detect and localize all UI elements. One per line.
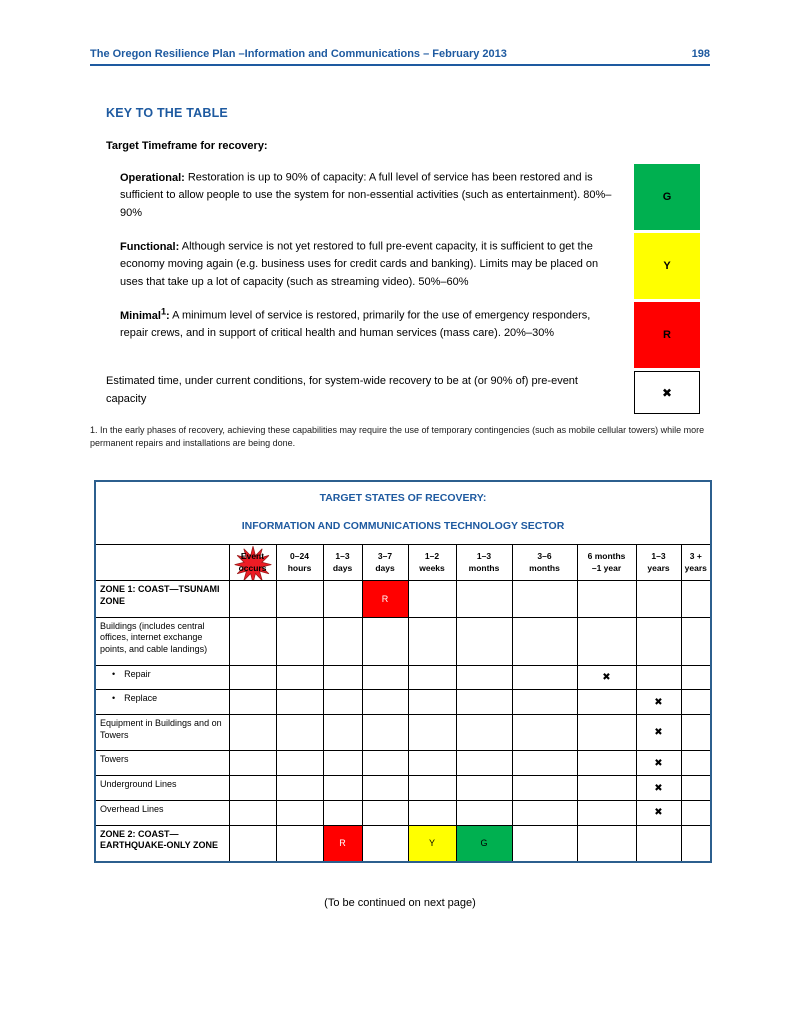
row-label: Underground Lines bbox=[95, 776, 229, 801]
row-label: ZONE 2: COAST—EARTHQUAKE-ONLY ZONE bbox=[95, 825, 229, 862]
empty-cell bbox=[408, 715, 456, 751]
row-label: Overhead Lines bbox=[95, 800, 229, 825]
empty-cell bbox=[577, 776, 636, 801]
empty-cell bbox=[229, 751, 276, 776]
empty-cell bbox=[512, 825, 577, 862]
table-row bbox=[95, 825, 711, 862]
empty-cell bbox=[681, 800, 711, 825]
empty-cell bbox=[512, 617, 577, 665]
empty-cell bbox=[456, 776, 512, 801]
header-title: The Oregon Resilience Plan –Information and Communications – February 2013 bbox=[90, 48, 507, 60]
empty-cell bbox=[276, 751, 323, 776]
corner-cell bbox=[95, 545, 229, 581]
key-body-estimated: Estimated time, under current conditions, for system-wide recovery to be at (or 90% of) pre-event capacity bbox=[106, 375, 578, 405]
empty-cell bbox=[577, 690, 636, 715]
row-label-text: Repair bbox=[124, 668, 151, 679]
column-header-label: 1–3 bbox=[476, 551, 492, 562]
empty-cell bbox=[681, 751, 711, 776]
empty-cell bbox=[276, 690, 323, 715]
empty-cell bbox=[276, 825, 323, 862]
key-entry-minimal bbox=[106, 302, 624, 368]
key-entry-operational bbox=[106, 164, 624, 230]
legend-box-white bbox=[634, 371, 700, 414]
table-row bbox=[95, 617, 711, 665]
empty-cell bbox=[577, 581, 636, 617]
key-heading: KEY TO THE TABLE bbox=[106, 106, 228, 120]
column-header-label: weeks bbox=[419, 562, 445, 573]
timeframe-x-cell: ✖ bbox=[577, 665, 636, 690]
empty-cell bbox=[408, 665, 456, 690]
empty-cell bbox=[681, 776, 711, 801]
empty-cell bbox=[577, 751, 636, 776]
table-row bbox=[95, 800, 711, 825]
table-row bbox=[95, 690, 711, 715]
column-header bbox=[512, 545, 577, 581]
empty-cell bbox=[323, 581, 362, 617]
key-term-operational: Operational: bbox=[120, 171, 185, 184]
table-row bbox=[95, 776, 711, 801]
table-title-row bbox=[95, 481, 711, 545]
column-header-label: years bbox=[684, 562, 707, 573]
timeframe-x-cell: ✖ bbox=[636, 715, 681, 751]
column-header-label: 1–2 bbox=[424, 551, 440, 562]
key-body-operational: Restoration is up to 90% of capacity: A full level of service has been restored and is sufficient to allow people to use the system for non-essential activities (such as entertainment). 80%–90% bbox=[120, 171, 612, 219]
empty-cell bbox=[323, 715, 362, 751]
empty-cell bbox=[408, 751, 456, 776]
bullet-icon: • bbox=[112, 693, 116, 704]
empty-cell bbox=[276, 715, 323, 751]
empty-cell bbox=[229, 665, 276, 690]
empty-cell bbox=[512, 715, 577, 751]
empty-cell bbox=[512, 776, 577, 801]
column-header bbox=[456, 545, 512, 581]
key-body-minimal: A minimum level of service is restored, primarily for the use of emergency responders, repair crews, and in support of critical health and human services (mass care). 20%–30% bbox=[120, 309, 591, 340]
table-row bbox=[95, 715, 711, 751]
empty-cell bbox=[323, 800, 362, 825]
row-label: Equipment in Buildings and on Towers bbox=[95, 715, 229, 751]
empty-cell bbox=[362, 776, 408, 801]
empty-cell bbox=[229, 581, 276, 617]
table-section bbox=[94, 480, 710, 863]
empty-cell bbox=[512, 690, 577, 715]
empty-cell bbox=[681, 715, 711, 751]
key-term-functional: Functional: bbox=[120, 240, 180, 253]
continuation-note: (To be continued on next page) bbox=[324, 896, 476, 909]
empty-cell bbox=[681, 617, 711, 665]
status-cell-G: G bbox=[456, 825, 512, 862]
column-header bbox=[577, 545, 636, 581]
row-label bbox=[95, 665, 229, 690]
empty-cell bbox=[408, 581, 456, 617]
empty-cell bbox=[636, 665, 681, 690]
empty-cell bbox=[512, 800, 577, 825]
empty-cell bbox=[512, 581, 577, 617]
empty-cell bbox=[577, 825, 636, 862]
empty-cell bbox=[456, 665, 512, 690]
column-header-label: 1–3 bbox=[335, 551, 350, 562]
empty-cell bbox=[229, 776, 276, 801]
row-label bbox=[95, 690, 229, 715]
empty-cell bbox=[681, 825, 711, 862]
empty-cell bbox=[636, 617, 681, 665]
status-cell-Y: Y bbox=[408, 825, 456, 862]
key-term-minimal: Minimal$^1$: bbox=[120, 306, 170, 322]
table-subtitle: INFORMATION AND COMMUNICATIONS TECHNOLOGY SECTOR bbox=[241, 520, 565, 533]
empty-cell bbox=[456, 690, 512, 715]
recovery-table bbox=[94, 480, 712, 863]
empty-cell bbox=[408, 617, 456, 665]
column-header bbox=[408, 545, 456, 581]
row-label: Buildings (includes central offices, internet exchange points, and cable landings) bbox=[95, 617, 229, 665]
empty-cell bbox=[323, 690, 362, 715]
empty-cell bbox=[577, 617, 636, 665]
empty-cell bbox=[323, 776, 362, 801]
empty-cell bbox=[229, 617, 276, 665]
status-cell-R: R bbox=[362, 581, 408, 617]
column-header-label: days bbox=[332, 562, 353, 573]
empty-cell bbox=[456, 751, 512, 776]
empty-cell bbox=[681, 665, 711, 690]
column-header bbox=[323, 545, 362, 581]
empty-cell bbox=[512, 665, 577, 690]
footnote: 1. In the early phases of recovery, achieving these capabilities may require the use of temporary contingencies (such as mobile cellular towers) while more permanent repairs and installations are being done. bbox=[90, 425, 705, 449]
table-row bbox=[95, 581, 711, 617]
status-cell-R: R bbox=[323, 825, 362, 862]
table-row bbox=[95, 751, 711, 776]
table-header-row bbox=[95, 545, 711, 581]
table-row bbox=[95, 665, 711, 690]
column-header-label: days bbox=[375, 562, 395, 573]
empty-cell bbox=[456, 800, 512, 825]
row-label: Towers bbox=[95, 751, 229, 776]
column-header-label: 0–24 bbox=[290, 551, 309, 562]
empty-cell bbox=[323, 617, 362, 665]
legend-box-yellow bbox=[634, 233, 700, 299]
empty-cell bbox=[276, 617, 323, 665]
key-body-functional: Although service is not yet restored to full pre-event capacity, it is sufficient to get the economy moving again (e.g. business uses for credit cards and banking). Limits may be placed on uses that take up a lot of capacity (such as streaming video). 50%–60% bbox=[120, 240, 599, 288]
legend-letter-g: G bbox=[662, 191, 672, 203]
column-header bbox=[229, 545, 276, 581]
row-label: ZONE 1: COAST—TSUNAMI ZONE bbox=[95, 581, 229, 617]
empty-cell bbox=[577, 715, 636, 751]
column-header-label: months bbox=[529, 562, 560, 573]
key-entry-estimated bbox=[106, 371, 624, 414]
empty-cell bbox=[229, 800, 276, 825]
table-title: TARGET STATES OF RECOVERY: bbox=[319, 492, 487, 505]
empty-cell bbox=[323, 665, 362, 690]
key-subheading: Target Timeframe for recovery: bbox=[106, 140, 268, 152]
empty-cell bbox=[276, 581, 323, 617]
empty-cell bbox=[456, 617, 512, 665]
legend-box-red bbox=[634, 302, 700, 368]
timeframe-x-cell: ✖ bbox=[636, 690, 681, 715]
bullet-icon: • bbox=[112, 668, 116, 679]
empty-cell bbox=[362, 825, 408, 862]
column-header-label: occurs bbox=[238, 562, 267, 573]
key-entry-functional bbox=[106, 233, 624, 299]
column-header-label: 3–7 bbox=[377, 551, 393, 562]
empty-cell bbox=[408, 690, 456, 715]
column-header-label: months bbox=[468, 562, 500, 573]
empty-cell bbox=[362, 690, 408, 715]
empty-cell bbox=[276, 665, 323, 690]
empty-cell bbox=[323, 751, 362, 776]
empty-cell bbox=[362, 800, 408, 825]
column-header bbox=[362, 545, 408, 581]
empty-cell bbox=[681, 581, 711, 617]
empty-cell bbox=[456, 581, 512, 617]
column-header-label: 1–3 bbox=[651, 551, 666, 562]
legend-letter-y: Y bbox=[663, 260, 671, 272]
column-header bbox=[681, 545, 711, 581]
empty-cell bbox=[229, 825, 276, 862]
column-header-label: years bbox=[647, 562, 670, 573]
column-header-label: 6 months bbox=[587, 551, 626, 562]
empty-cell bbox=[681, 690, 711, 715]
empty-cell bbox=[636, 581, 681, 617]
empty-cell bbox=[456, 715, 512, 751]
legend-x-mark: ✖ bbox=[661, 385, 673, 400]
header-page-number: 198 bbox=[691, 48, 710, 60]
timeframe-x-cell: ✖ bbox=[636, 776, 681, 801]
legend-letter-r: R bbox=[663, 329, 671, 341]
empty-cell bbox=[362, 751, 408, 776]
document-header bbox=[90, 48, 710, 66]
empty-cell bbox=[512, 751, 577, 776]
empty-cell bbox=[408, 800, 456, 825]
empty-cell bbox=[577, 800, 636, 825]
empty-cell bbox=[229, 690, 276, 715]
empty-cell bbox=[636, 825, 681, 862]
table-title-cell bbox=[95, 481, 711, 545]
column-header-label: 3–6 bbox=[537, 551, 552, 562]
row-label-text: Replace bbox=[124, 693, 158, 704]
column-header-label: Event bbox=[240, 551, 265, 562]
timeframe-x-cell: ✖ bbox=[636, 800, 681, 825]
empty-cell bbox=[408, 776, 456, 801]
timeframe-x-cell: ✖ bbox=[636, 751, 681, 776]
key-legend bbox=[106, 164, 700, 414]
column-header-label: –1 year bbox=[591, 562, 622, 573]
empty-cell bbox=[362, 715, 408, 751]
empty-cell bbox=[276, 776, 323, 801]
column-header-label: 3 + bbox=[689, 551, 702, 562]
empty-cell bbox=[229, 715, 276, 751]
column-header-label: hours bbox=[287, 562, 312, 573]
empty-cell bbox=[362, 617, 408, 665]
column-header bbox=[636, 545, 681, 581]
column-header bbox=[276, 545, 323, 581]
empty-cell bbox=[362, 665, 408, 690]
empty-cell bbox=[276, 800, 323, 825]
legend-box-green bbox=[634, 164, 700, 230]
